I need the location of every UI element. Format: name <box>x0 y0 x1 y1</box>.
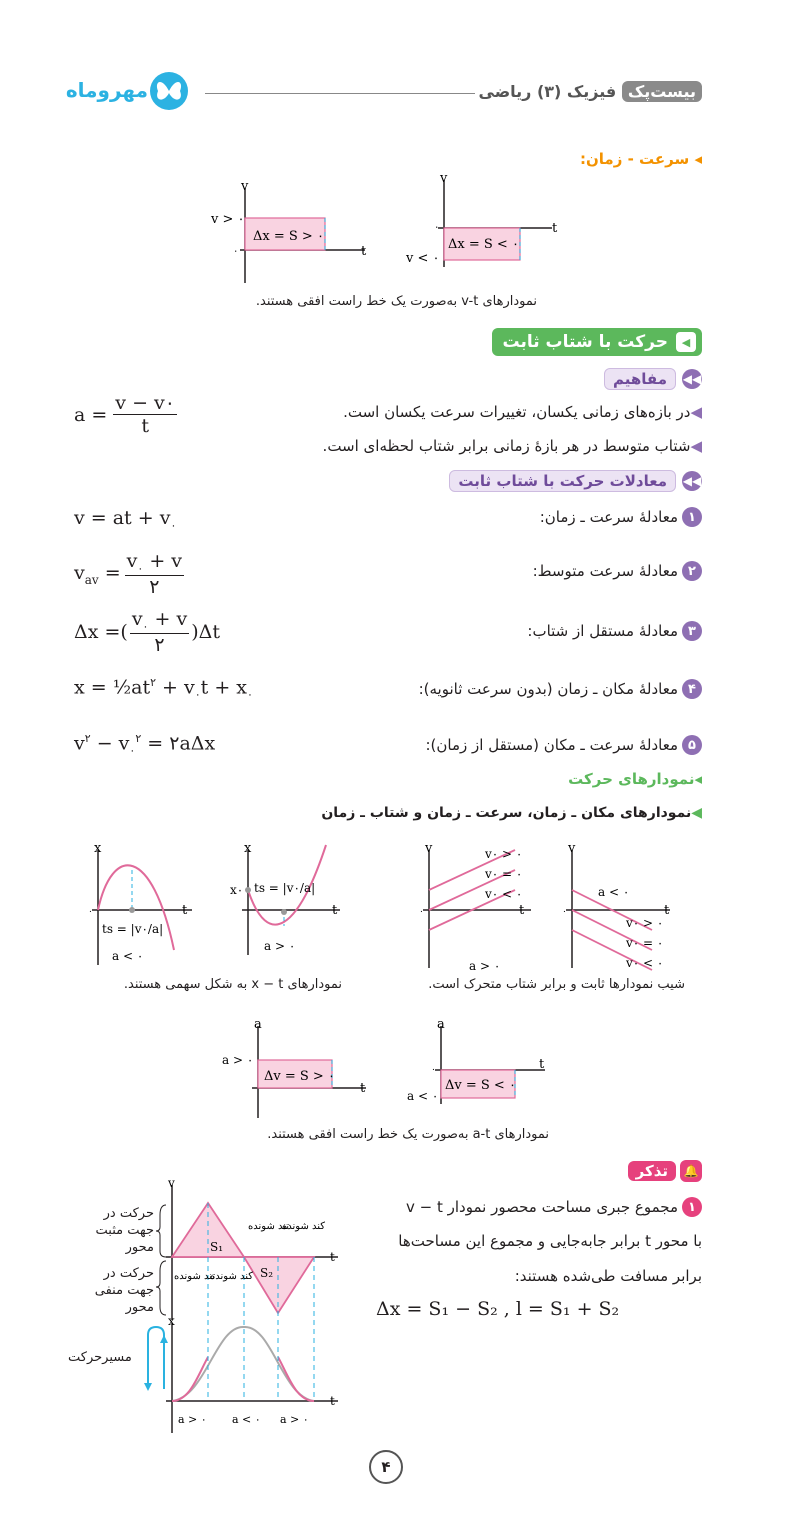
svg-text:تند شونده: تند شونده <box>174 1271 216 1282</box>
svg-text:x: x <box>168 1314 175 1328</box>
svg-text:t: t <box>552 221 558 236</box>
chapter-title-box <box>492 328 702 356</box>
svg-text:x۰: x۰ <box>230 883 244 897</box>
reminder-header <box>628 1160 702 1182</box>
svg-text:a < ۰: a < ۰ <box>598 885 630 899</box>
vt-caption: نمودارهای v-t به‌صورت یک خط راست افقی هستند. <box>255 294 537 309</box>
eq-5-formula: $v^۲ - v_۰^۲$ = ۲aΔx <box>74 732 216 758</box>
section-vt-title: ◂ سرعت - زمان: <box>580 150 702 168</box>
accel-formula: a = $\frac{v - v۰}{t}$ <box>74 392 175 437</box>
vt-graph-positive <box>205 178 375 288</box>
xt-caption: نمودارهای x − t به شکل سهمی هستند. <box>123 977 342 992</box>
at-caption: نمودارهای a-t به‌صورت یک خط راست افقی هستند. <box>267 1127 549 1142</box>
rewind-icon: ◀◀ <box>682 369 702 389</box>
svg-text:S₂: S₂ <box>260 1266 274 1280</box>
reminder-label: تذکر <box>628 1161 676 1181</box>
svg-text:ts = |v۰/a|: ts = |v۰/a| <box>254 881 316 895</box>
bell-icon: 🔔 <box>680 1160 702 1182</box>
svg-text:a > ۰: a > ۰ <box>280 1413 309 1426</box>
play-icon: ◀ <box>676 332 696 352</box>
triangle-bullet-icon: ◂ <box>689 150 702 168</box>
svg-text:تند شونده: تند شونده <box>248 1221 290 1232</box>
svg-text:t: t <box>519 903 525 918</box>
equation-number: ۲ <box>682 561 702 581</box>
svg-text:۰: ۰ <box>562 907 567 917</box>
level-label: v > ۰ <box>211 212 245 227</box>
brand-name: مهروماه <box>65 78 148 102</box>
svg-text:a: a <box>437 1018 445 1032</box>
svg-text:a < ۰: a < ۰ <box>407 1089 439 1103</box>
svg-text:v: v <box>568 841 576 856</box>
concept-bullet-1: ◀در بازه‌های زمانی یکسان، تغییرات سرعت یکسان است. <box>343 403 702 421</box>
reminder-line-3: برابر مسافت طی‌شده هستند: <box>514 1267 702 1285</box>
equation-number: ۴ <box>682 679 702 699</box>
equation-name: معادلهٔ سرعت ـ زمان: <box>539 508 678 526</box>
svg-text:۰: ۰ <box>434 222 440 233</box>
book-subject: فیزیک (۳) ریاضی <box>478 82 617 101</box>
reminder-line-2: با محور t برابر جابه‌جایی و مجموع این مساحت‌ها <box>398 1232 702 1250</box>
header-rule <box>205 93 475 94</box>
page-number: ۴ <box>369 1450 403 1484</box>
svg-text:a > ۰: a > ۰ <box>222 1053 254 1067</box>
equation-row-2 <box>533 561 702 581</box>
svg-text:t: t <box>330 1250 335 1264</box>
equation-row-4 <box>419 679 702 699</box>
equation-row-3 <box>527 621 702 641</box>
svg-text:۰: ۰ <box>88 907 93 917</box>
reminder-line-1: ۱ مجموع جبری مساحت محصور نمودار v − t <box>406 1197 702 1217</box>
eq-3-formula: Δx =( $v_۰ + v$ ۲ )Δt <box>74 608 220 656</box>
svg-text:v: v <box>168 1176 175 1190</box>
svg-text:a > ۰: a > ۰ <box>264 939 296 953</box>
equation-number: ۱ <box>682 507 702 527</box>
vt-lines-caption: شیب نمودارها ثابت و برابر شتاب متحرک است. <box>428 977 685 992</box>
svg-text:v: v <box>425 841 433 856</box>
equations-header <box>449 470 702 492</box>
svg-text:۰: ۰ <box>419 907 424 917</box>
equation-number: ۵ <box>682 735 702 755</box>
eq-4-formula: $x = \frac{1}{2}at^۲ + v_۰t + x_۰$ <box>74 676 253 702</box>
xt-graph-neg-accel <box>82 840 202 970</box>
concepts-label: مفاهیم <box>604 368 676 390</box>
motion-graphs-subtitle: ◀نمودارهای مکان ـ زمان، سرعت ـ زمان و شتاب ـ زمان <box>321 805 702 821</box>
svg-text:v < ۰: v < ۰ <box>406 251 440 266</box>
area-label: Δx = S > ۰ <box>253 229 324 244</box>
svg-text:v۰ = ۰: v۰ = ۰ <box>626 936 664 950</box>
svg-text:کند شونده: کند شونده <box>282 1221 326 1232</box>
vt-lines-neg-accel <box>560 840 680 975</box>
concepts-header <box>604 368 702 390</box>
reminder-formula: Δx = S₁ − S₂ , l = S₁ + S₂ <box>376 1298 620 1320</box>
vt-lines-pos-accel <box>415 840 545 975</box>
svg-text:Δv = S < ۰: Δv = S < ۰ <box>445 1078 516 1093</box>
chapter-title: حرکت با شتاب ثابت <box>502 332 668 352</box>
svg-text:v: v <box>440 172 448 186</box>
svg-text:ts = |v۰/a|: ts = |v۰/a| <box>102 922 164 936</box>
motion-graphs-title: ◂نمودارهای حرکت <box>568 770 702 788</box>
svg-text:v۰ < ۰: v۰ < ۰ <box>626 956 664 970</box>
eq-2-formula: $v_{av}$ = $v_۰ + v$ ۲ <box>74 550 183 598</box>
book-pill: بیست‌پک <box>622 81 702 102</box>
svg-text:S₁: S₁ <box>210 1240 224 1254</box>
svg-text:Δx = S < ۰: Δx = S < ۰ <box>448 237 519 252</box>
svg-text:a > ۰: a > ۰ <box>469 959 501 973</box>
svg-text:v۰ > ۰: v۰ > ۰ <box>485 847 523 861</box>
equation-row-1 <box>540 507 702 527</box>
vt-graph-negative <box>400 172 570 272</box>
equations-label: معادلات حرکت با شتاب ثابت <box>449 470 676 492</box>
eq-1-formula: v = at + $v_۰$ <box>74 507 177 532</box>
svg-text:t: t <box>332 903 338 918</box>
svg-text:a < ۰: a < ۰ <box>112 949 144 963</box>
svg-text:a > ۰: a > ۰ <box>178 1413 207 1426</box>
svg-text:t: t <box>330 1394 335 1408</box>
svg-text:کند شونده: کند شونده <box>210 1271 254 1282</box>
origin-label: ۰ <box>233 246 239 257</box>
svg-text:x: x <box>244 841 252 856</box>
equation-name: معادلهٔ مستقل از شتاب: <box>527 622 678 640</box>
svg-text:a: a <box>254 1018 262 1032</box>
at-graph-positive <box>220 1018 370 1123</box>
svg-text:t: t <box>360 1081 366 1096</box>
equation-name: معادلهٔ سرعت ـ مکان (مستقل از زمان): <box>425 736 678 754</box>
svg-text:v۰ > ۰: v۰ > ۰ <box>626 916 664 930</box>
rewind-icon: ◀◀ <box>682 471 702 491</box>
svg-text:Δv = S > ۰: Δv = S > ۰ <box>264 1069 335 1084</box>
brand-logo <box>65 72 200 112</box>
neg-direction-label: حرکت در جهت منفی محور <box>94 1266 154 1315</box>
svg-text:t: t <box>539 1057 545 1072</box>
equation-name: معادلهٔ سرعت متوسط: <box>532 562 678 580</box>
svg-text:t: t <box>182 903 188 918</box>
svg-text:v۰ < ۰: v۰ < ۰ <box>485 887 523 901</box>
xt-graph-pos-accel <box>228 840 348 960</box>
axis-t: t <box>361 244 367 259</box>
svg-text:v۰ = ۰: v۰ = ۰ <box>485 867 523 881</box>
path-label: مسیرحرکت <box>68 1350 132 1365</box>
svg-text:x: x <box>94 841 102 856</box>
concept-bullet-2: ◀شتاب متوسط در هر بازهٔ زمانی برابر شتاب لحظه‌ای است. <box>322 437 702 455</box>
equation-row-5 <box>426 735 703 755</box>
axis-v: v <box>241 179 249 194</box>
svg-text:۰: ۰ <box>431 1065 436 1075</box>
equation-name: معادلهٔ مکان ـ زمان (بدون سرعت ثانویه): <box>418 680 678 698</box>
book-title <box>479 82 703 101</box>
pos-direction-label: حرکت در جهت مثبت محور <box>95 1206 154 1255</box>
svg-text:t: t <box>664 903 670 918</box>
equation-number: ۳ <box>682 621 702 641</box>
svg-text:a < ۰: a < ۰ <box>232 1413 261 1426</box>
at-graph-negative <box>405 1018 555 1108</box>
